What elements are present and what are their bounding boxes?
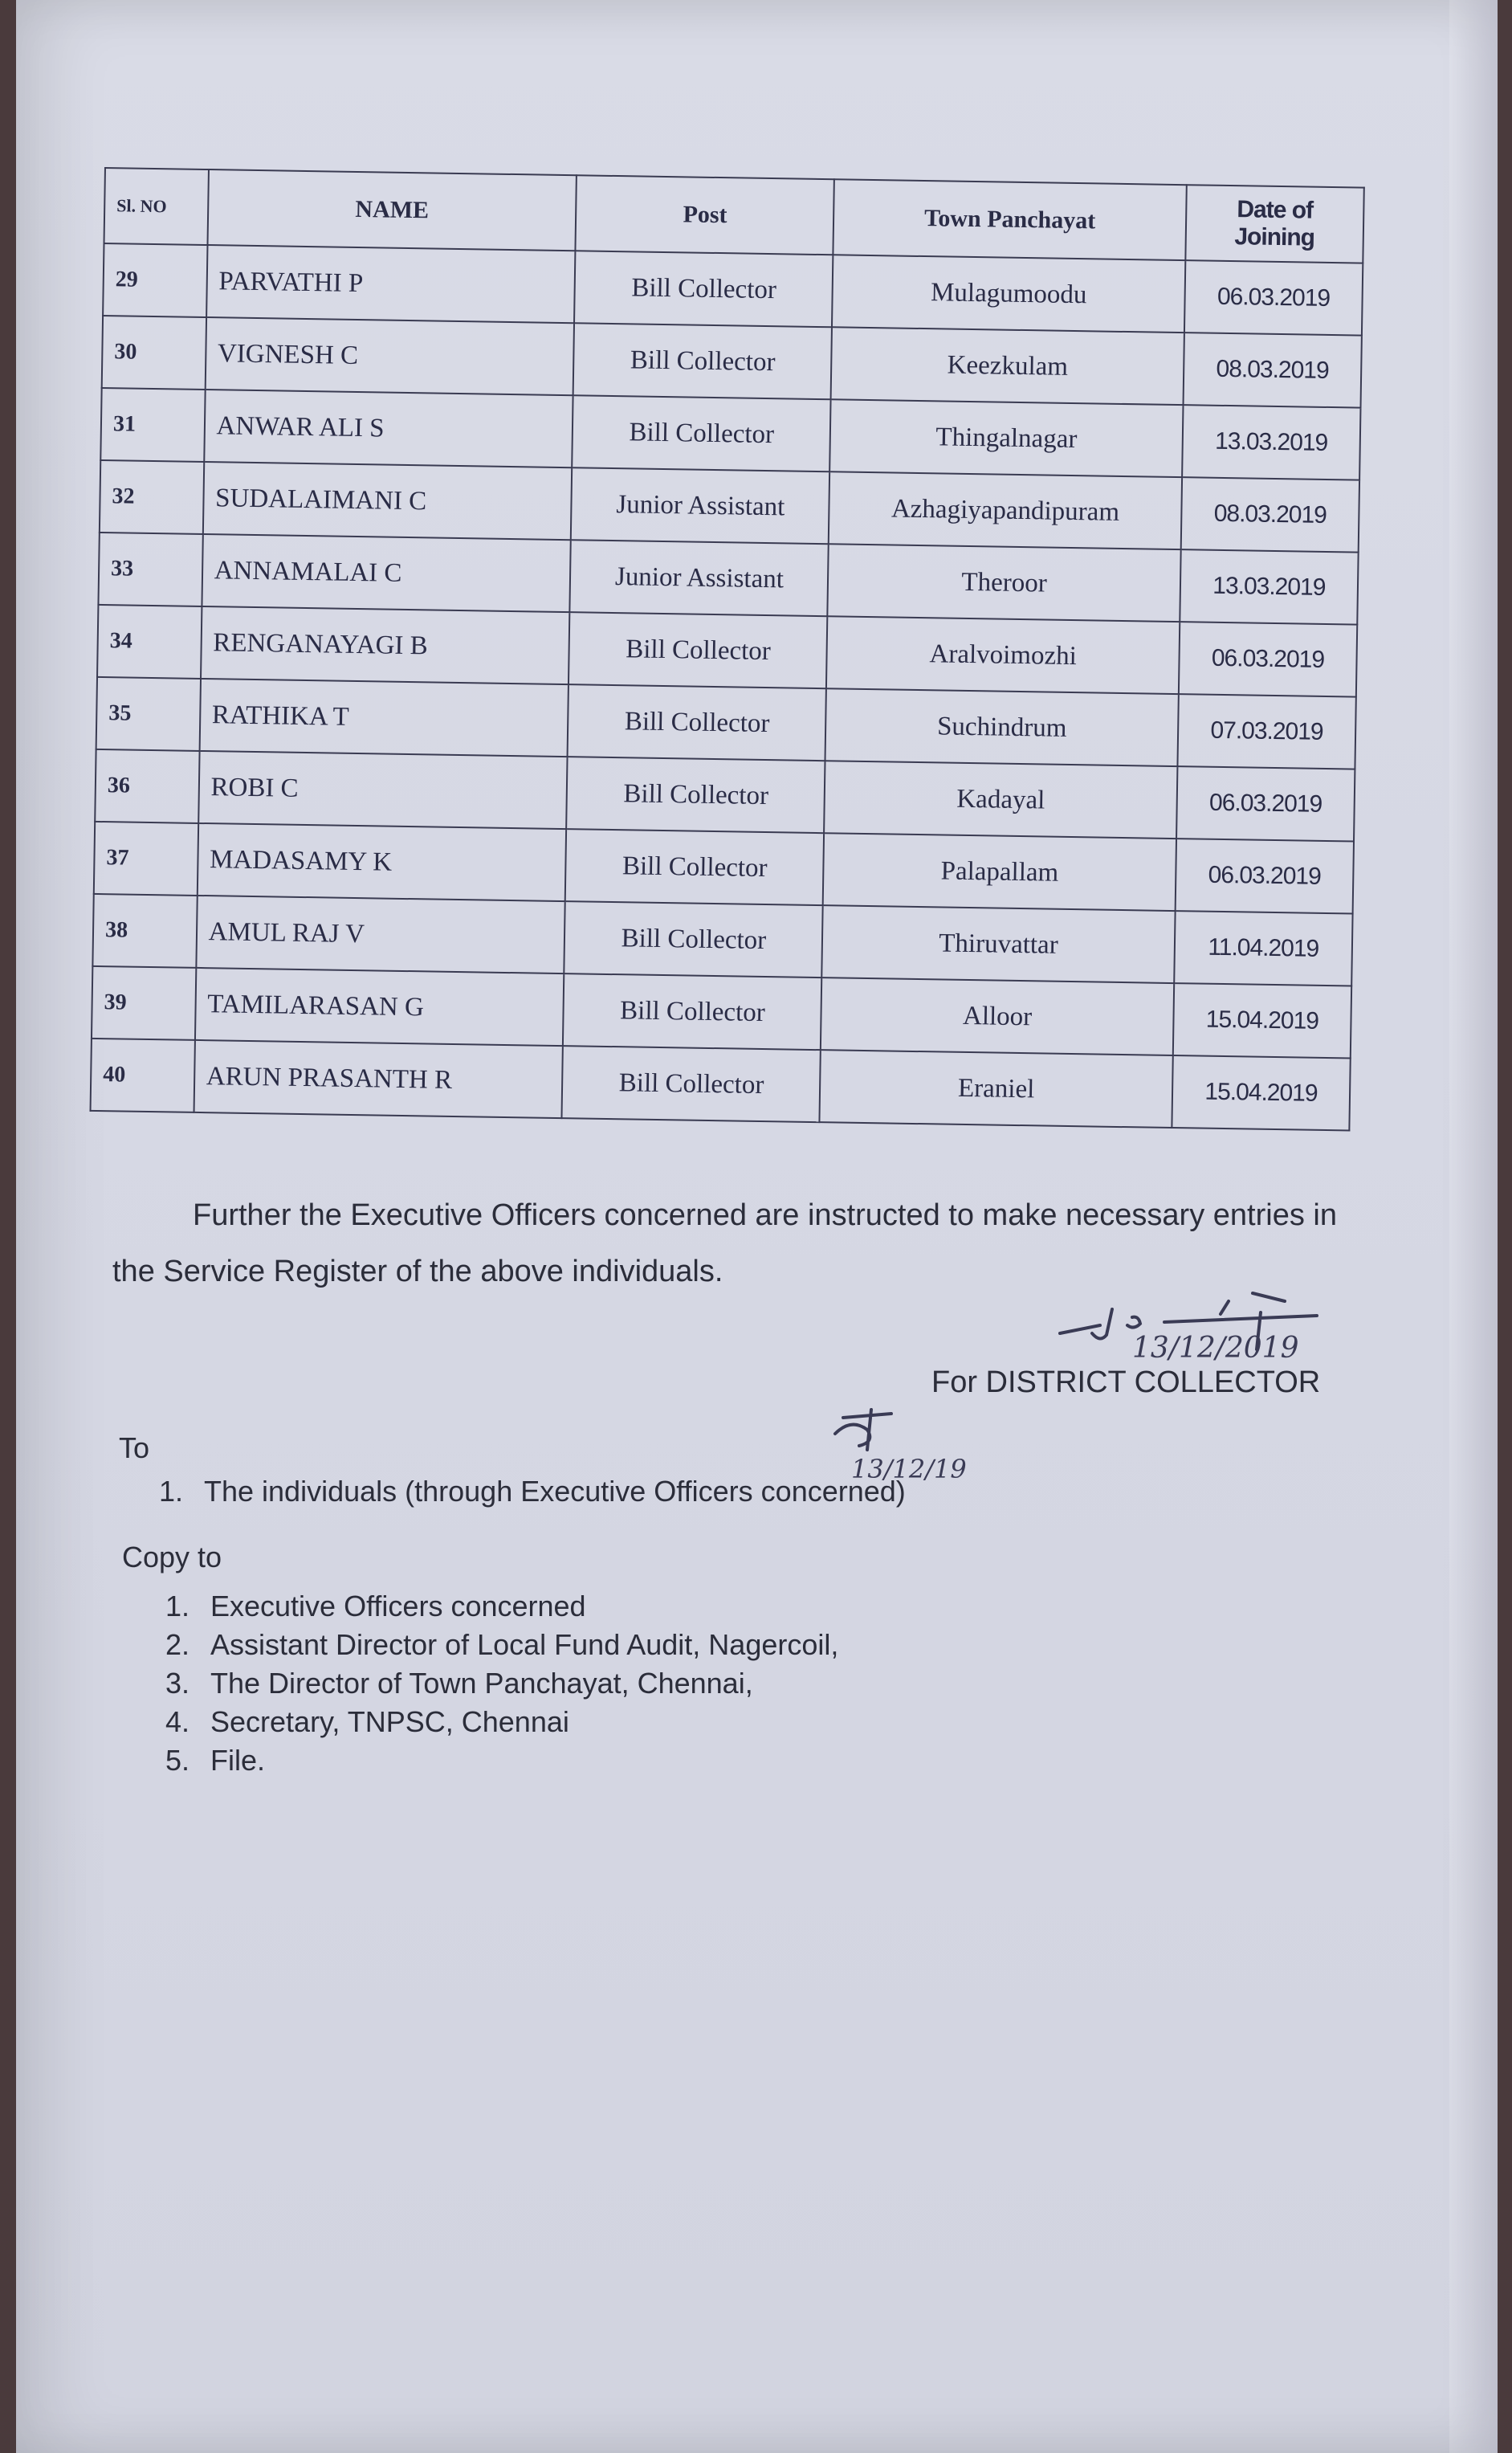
cell-sl-no: 37 [94,822,198,896]
signatory-title: For DISTRICT COLLECTOR [931,1365,1321,1399]
cell-name: ARUN PRASANTH R [194,1040,563,1118]
cell-name: SUDALAIMANI C [202,462,572,540]
signature [1044,1277,1389,1365]
list-item-number: 1. [165,1590,190,1622]
cell-name: TAMILARASAN G [195,968,564,1046]
document-page [16,0,1498,2453]
cell-town: Theroor [828,544,1181,622]
header-sl-no: Sl. NO [104,168,209,245]
cell-date: 11.04.2019 [1174,911,1353,986]
cell-date: 15.04.2019 [1173,983,1352,1058]
cell-sl-no: 32 [100,460,204,534]
cell-town: Suchindrum [825,688,1179,766]
list-item [165,1741,838,1780]
cell-date: 06.03.2019 [1179,622,1358,696]
cell-date: 06.03.2019 [1175,839,1354,913]
to-list [159,1475,906,1508]
cell-date: 13.03.2019 [1182,405,1361,480]
cell-name: VIGNESH C [205,317,574,395]
cell-date: 06.03.2019 [1176,766,1355,841]
cell-post: Bill Collector [569,612,827,688]
cell-sl-no: 30 [102,316,206,390]
cell-name: ANNAMALAI C [202,534,571,612]
cell-post: Bill Collector [563,973,821,1050]
list-item-text: Assistant Director of Local Fund Audit, Nagercoil, [210,1628,839,1661]
cell-name: RATHIKA T [199,679,569,757]
officer-table [90,167,1365,1132]
cell-date: 08.03.2019 [1183,333,1362,407]
list-item-number: 3. [165,1667,190,1700]
list-item [165,1626,838,1664]
list-item [165,1664,838,1703]
page-edge [1449,0,1498,2453]
list-item-number: 2. [165,1628,190,1661]
cell-sl-no: 38 [92,894,197,968]
instruction-paragraph: Further the Executive Officers concerned are instructed to make necessary entries in the Service Register of the above individuals. [112,1198,1337,1288]
list-item-number: 5. [165,1744,190,1777]
cell-post: Bill Collector [562,1046,821,1122]
cell-town: Mulagumoodu [832,255,1185,333]
cell-name: ROBI C [198,751,568,829]
cell-date: 07.03.2019 [1177,694,1356,769]
copy-to-label: Copy to [122,1541,222,1573]
cell-sl-no: 39 [92,966,196,1040]
cell-post: Bill Collector [567,757,825,833]
list-item-number: 1. [159,1475,184,1508]
cell-date: 06.03.2019 [1184,260,1363,335]
header-post: Post [576,175,834,255]
cell-sl-no: 33 [98,533,202,606]
cell-town: Aralvoimozhi [826,616,1180,694]
cell-name: PARVATHI P [206,245,576,323]
list-item-text: File. [210,1744,266,1777]
header-name: NAME [207,169,577,251]
cell-post: Bill Collector [573,323,832,399]
copy-to-list [165,1587,838,1780]
cell-town: Azhagiyapandipuram [829,471,1182,549]
cell-town: Thiruvattar [822,905,1176,983]
cell-post: Bill Collector [573,395,831,471]
cell-name: RENGANAYAGI B [201,606,570,684]
cell-date: 08.03.2019 [1180,477,1359,552]
cell-sl-no: 40 [91,1039,195,1112]
list-item-text: The Director of Town Panchayat, Chennai, [210,1667,753,1700]
to-label: To [119,1431,150,1464]
cell-town: Palapallam [823,833,1176,911]
cell-post: Bill Collector [565,829,824,905]
cell-date: 15.04.2019 [1172,1055,1351,1130]
header-date-of-joining: Date of Joining [1185,185,1364,263]
svg-text:13/12/2019: 13/12/2019 [1132,1332,1299,1365]
cell-sl-no: 35 [96,677,201,751]
cell-post: Junior Assistant [571,467,829,544]
list-item-number: 4. [165,1705,190,1738]
cell-town: Thingalnagar [830,399,1184,477]
cell-sl-no: 29 [103,243,207,317]
list-item [165,1703,838,1741]
list-item-text: Executive Officers concerned [210,1590,586,1622]
cell-name: ANWAR ALI S [204,390,573,467]
header-town-panchayat: Town Panchayat [833,179,1187,260]
cell-sl-no: 31 [100,388,205,462]
cell-name: AMUL RAJ V [196,896,565,973]
list-item [159,1475,906,1508]
cell-sl-no: 36 [95,749,199,823]
list-item [165,1587,838,1626]
svg-text:13/12/19: 13/12/19 [851,1454,967,1484]
cell-town: Eraniel [820,1050,1173,1128]
list-item-text: Secretary, TNPSC, Chennai [210,1705,569,1738]
cell-post: Junior Assistant [570,540,829,616]
cell-post: Bill Collector [575,251,833,327]
cell-town: Kadayal [824,761,1177,839]
list-item-text: The individuals (through Executive Officers concerned) [204,1475,906,1508]
cell-post: Bill Collector [568,684,826,761]
cell-date: 13.03.2019 [1180,549,1359,624]
cell-town: Keezkulam [831,327,1184,405]
cell-sl-no: 34 [97,605,202,679]
cell-town: Alloor [821,978,1174,1055]
cell-post: Bill Collector [564,901,823,978]
table-body [91,243,1363,1130]
cell-name: MADASAMY K [197,823,566,901]
